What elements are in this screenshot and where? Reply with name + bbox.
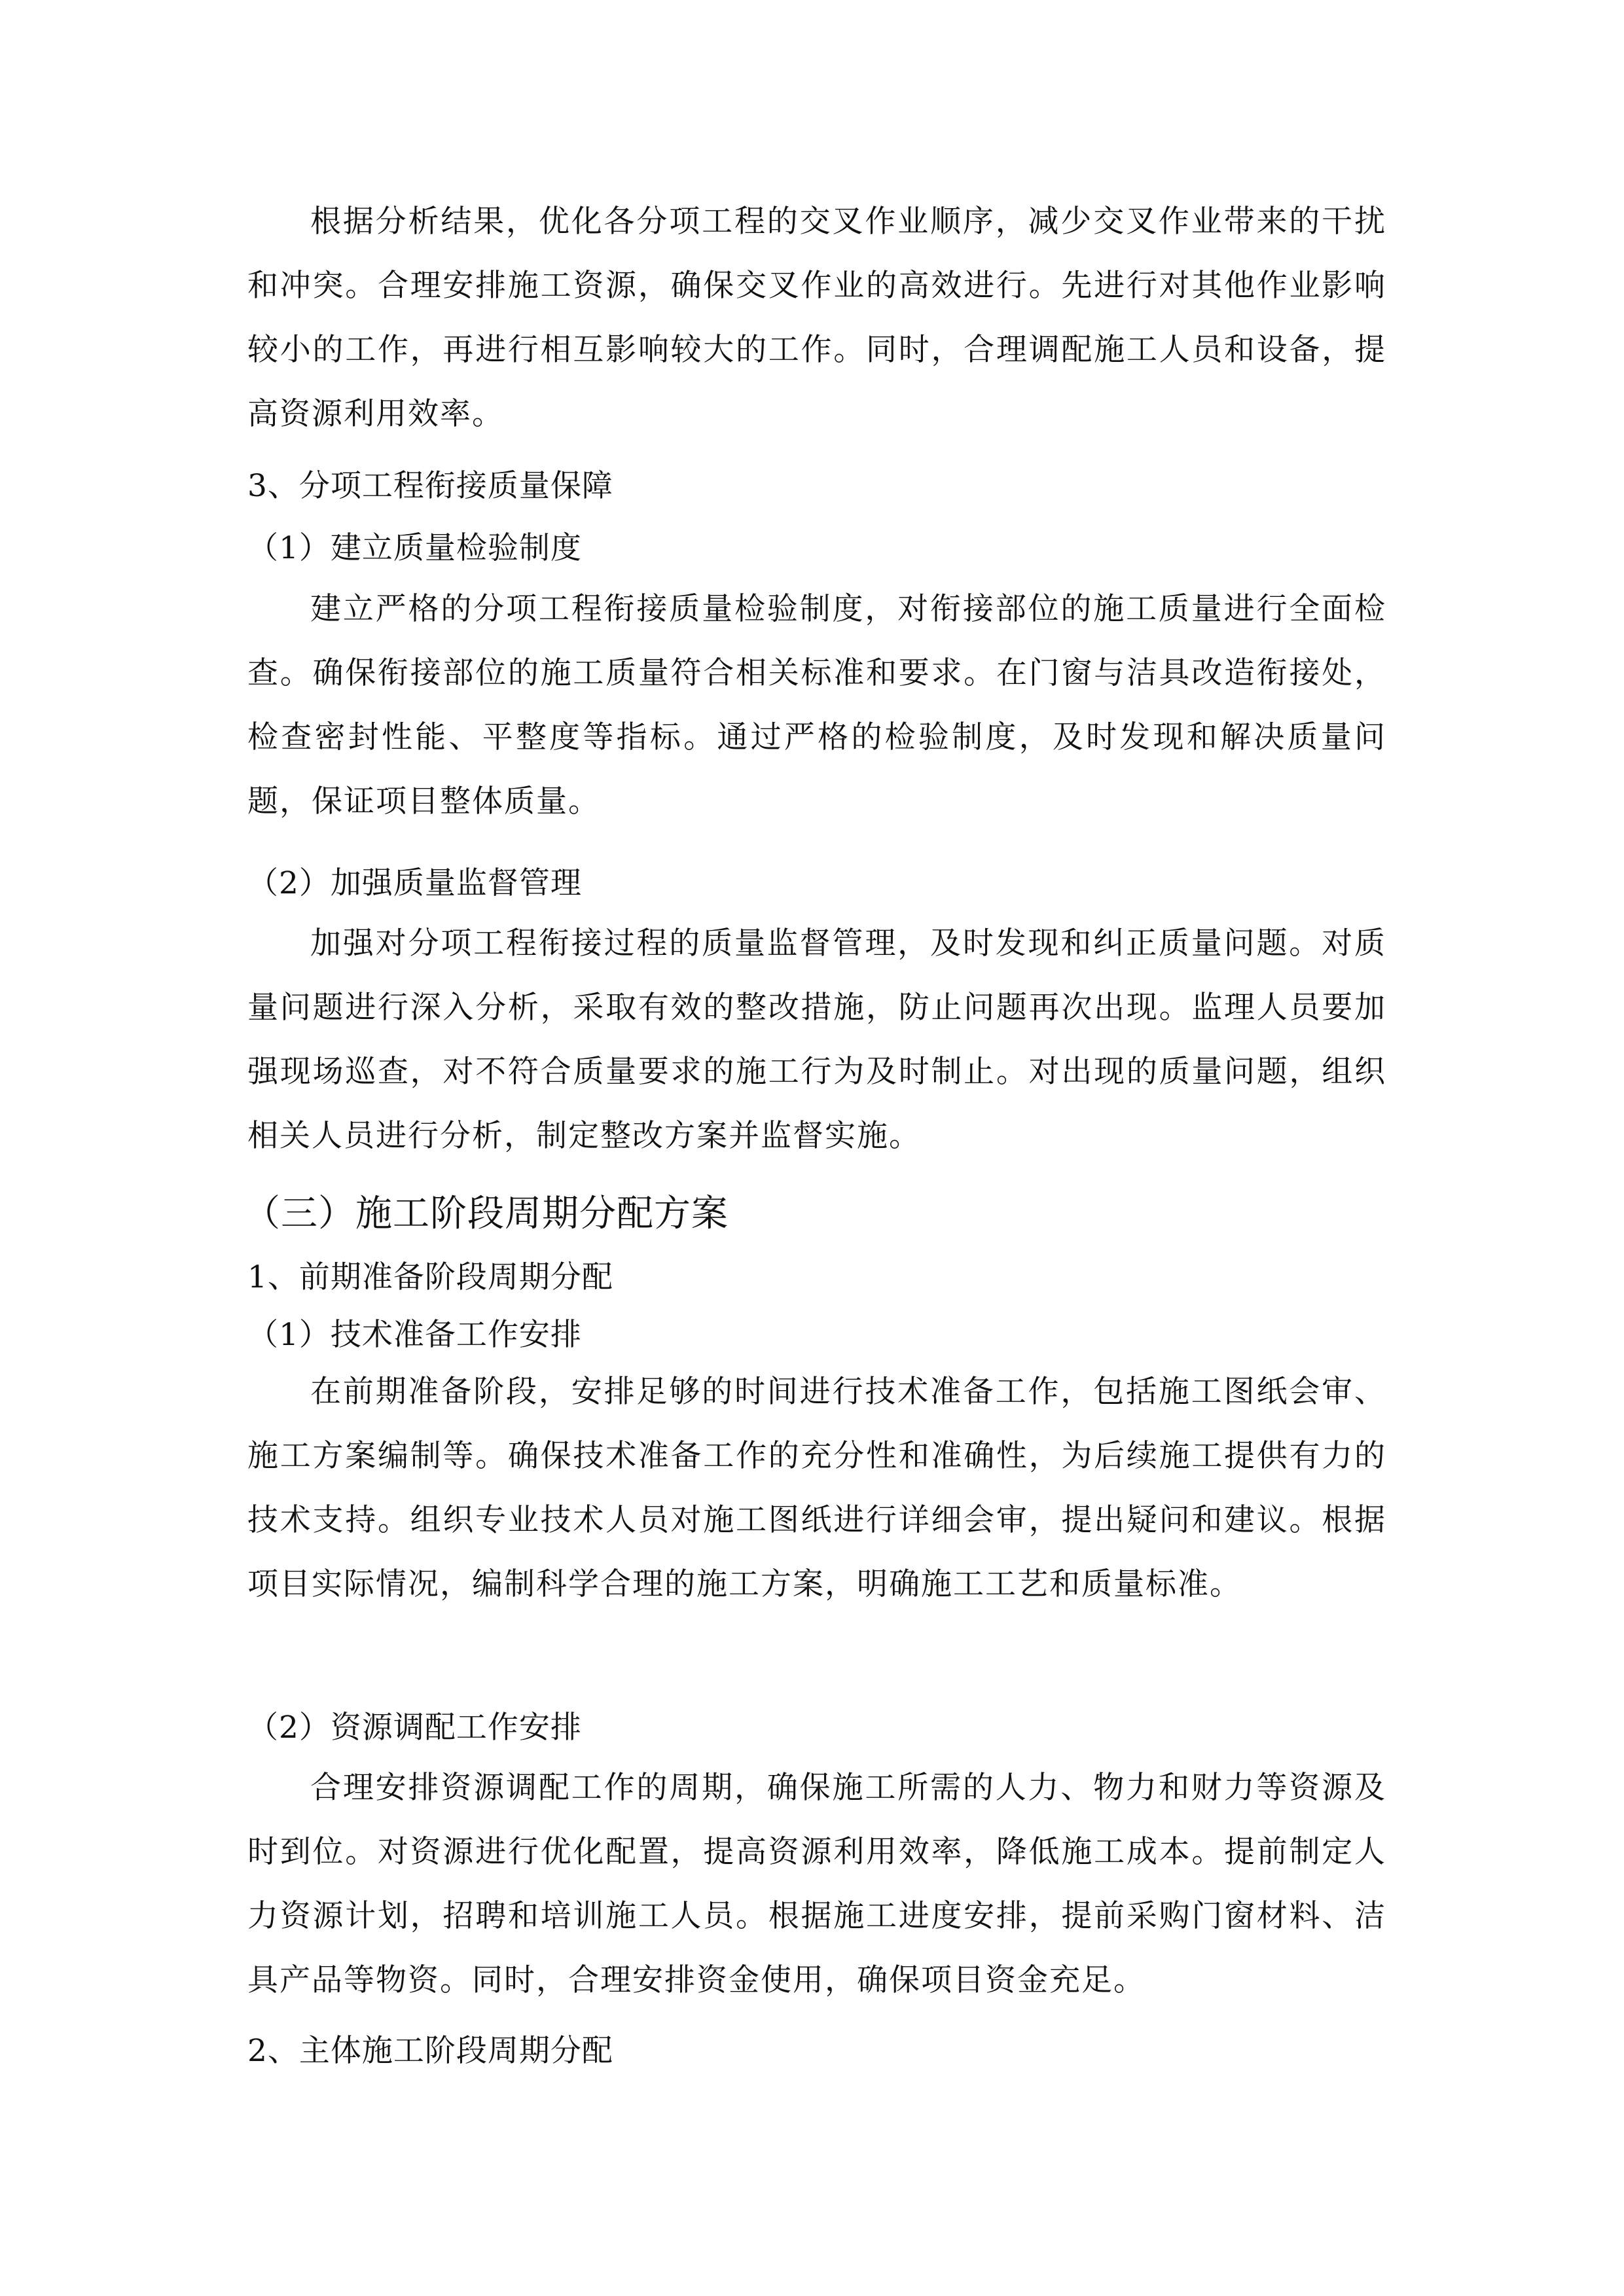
section-heading-three-phase-schedule: （三）施工阶段周期分配方案 [244,1193,729,1235]
paragraph-quality-supervision: 加强对分项工程衔接过程的质量监督管理，及时发现和纠正质量问题。对质量问题进行深入分析，采取有效的整改措施，防止问题再次出现。监理人员要加强现场巡查，对不符合质量要求的施工行为及时制止。对出现的质量问题，组织相关人员进行分析，制定整改方案并监督实施。 [247,925,1386,1154]
subheading-quality-supervision: （2）加强质量监督管理 [247,865,582,901]
subheading-technical-preparation: （1）技术准备工作安排 [247,1317,582,1353]
paragraph-resource-allocation: 合理安排资源调配工作的周期，确保施工所需的人力、物力和财力等资源及时到位。对资源进行优化配置，提高资源利用效率，降低施工成本。提前制定人力资源计划，招聘和培训施工人员。根据施工进度安排，提前采购门窗材料、洁具产品等物资。同时，合理安排资金使用，确保项目资金充足。 [247,1770,1386,1998]
paragraph-quality-inspection: 建立严格的分项工程衔接质量检验制度，对衔接部位的施工质量进行全面检查。确保衔接部位的施工质量符合相关标准和要求。在门窗与洁具改造衔接处，检查密封性能、平整度等指标。通过严格的检验制度，及时发现和解决质量问题，保证项目整体质量。 [247,591,1386,819]
paragraph-technical-preparation: 在前期准备阶段，安排足够的时间进行技术准备工作，包括施工图纸会审、施工方案编制等。确保技术准备工作的充分性和准确性，为后续施工提供有力的技术支持。组织专业技术人员对施工图纸进行详细会审，提出疑问和建议。根据项目实际情况，编制科学合理的施工方案，明确施工工艺和质量标准。 [247,1374,1386,1602]
subheading-quality-inspection-system: （1）建立质量检验制度 [247,530,582,566]
section-heading-3-quality-assurance: 3、分项工程衔接质量保障 [247,468,613,504]
subheading-resource-allocation: （2）资源调配工作安排 [247,1710,582,1746]
section-heading-1-preparation-phase: 1、前期准备阶段周期分配 [247,1259,613,1295]
paragraph-cross-work-optimization: 根据分析结果，优化各分项工程的交叉作业顺序，减少交叉作业带来的干扰和冲突。合理安排施工资源，确保交叉作业的高效进行。先进行对其他作业影响较小的工作，再进行相互影响较大的工作。同时，合理调配施工人员和设备，提高资源利用效率。 [247,204,1386,432]
section-heading-2-main-construction-phase: 2、主体施工阶段周期分配 [247,2033,613,2069]
